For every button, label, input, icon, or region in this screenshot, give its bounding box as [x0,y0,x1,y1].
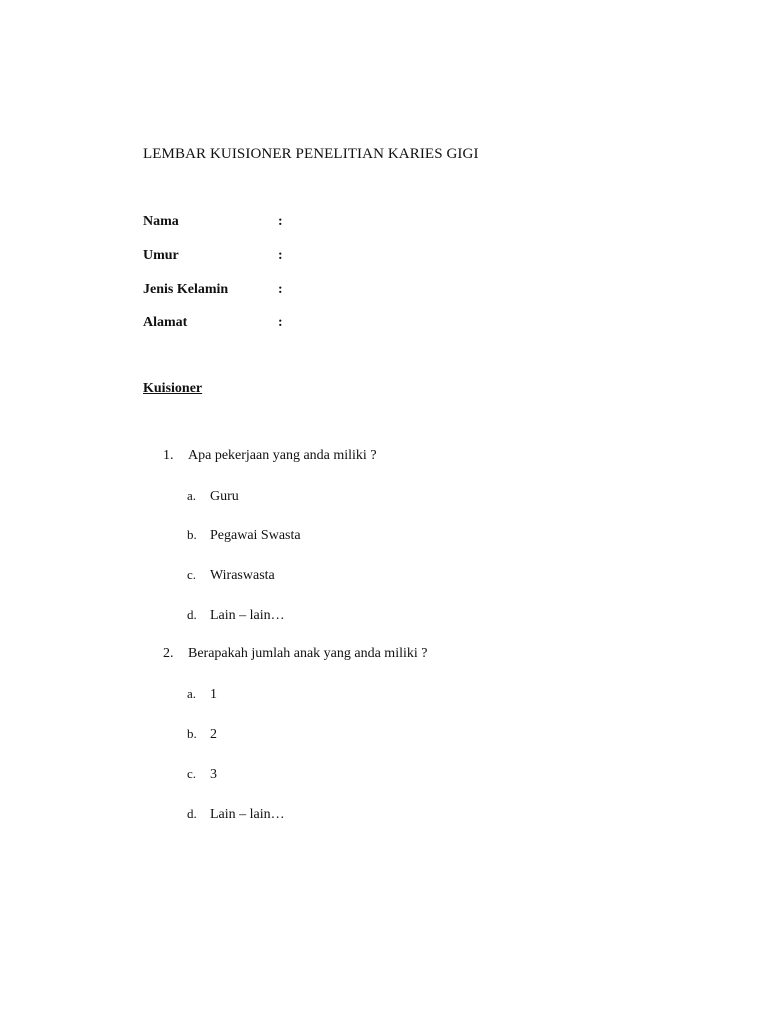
question-1 [163,448,377,464]
option-letter: c. [187,567,197,582]
field-row-jenis-kelamin [143,282,343,302]
question-2-option-b [187,726,217,743]
question-1-option-a [187,488,239,505]
question-2-option-a [187,686,217,703]
field-label: Umur [143,248,179,263]
question-2-option-c [187,766,217,783]
question-1-option-c [187,567,275,584]
section-title: Kuisioner [143,381,203,396]
question-2 [163,646,427,662]
option-text: 1 [210,687,217,702]
question-1-option-b [187,527,301,544]
option-text: Lain – lain… [210,807,285,822]
option-letter: c. [187,766,197,781]
option-text: Lain – lain… [210,608,285,623]
question-2-option-d [187,806,285,823]
question-1-option-d [187,607,285,624]
field-row-umur [143,248,343,268]
option-letter: b. [187,726,197,741]
option-letter: a. [187,488,197,503]
field-colon: : [278,214,283,229]
question-number: 1. [163,448,174,463]
option-text: Pegawai Swasta [210,528,301,543]
field-row-alamat [143,315,343,335]
field-label: Alamat [143,315,188,330]
option-letter: d. [187,806,197,821]
field-colon: : [278,248,283,263]
option-text: 2 [210,727,217,742]
field-label: Nama [143,214,179,229]
option-letter: b. [187,527,197,542]
question-number: 2. [163,646,174,661]
question-text: Apa pekerjaan yang anda miliki ? [188,448,377,463]
option-text: Guru [210,489,239,504]
option-letter: a. [187,686,197,701]
field-colon: : [278,315,283,330]
field-row-nama [143,214,343,234]
option-text: 3 [210,767,217,782]
document-title: LEMBAR KUISIONER PENELITIAN KARIES GIGI [143,146,479,162]
field-label: Jenis Kelamin [143,282,229,297]
option-letter: d. [187,607,197,622]
option-text: Wiraswasta [210,568,275,583]
question-text: Berapakah jumlah anak yang anda miliki ? [188,646,428,661]
field-colon: : [278,282,283,297]
